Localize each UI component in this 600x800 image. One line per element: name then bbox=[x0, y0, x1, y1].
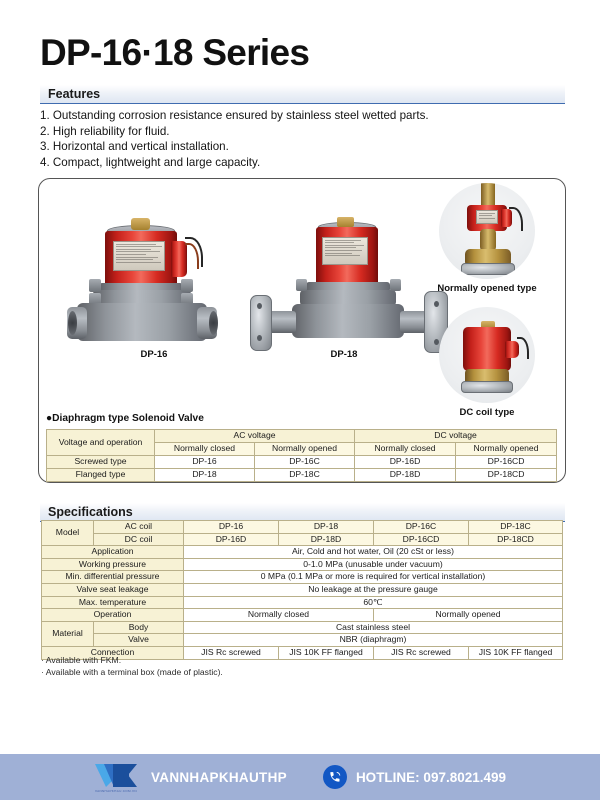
spec-operation-label: Operation bbox=[42, 609, 184, 622]
features-list bbox=[40, 108, 570, 170]
spec-ac-coil-value: DP-18 bbox=[279, 521, 374, 534]
spec-operation-value: Normally opened bbox=[374, 609, 563, 622]
diaphragm-row-label: Flanged type bbox=[47, 469, 155, 482]
diaphragm-cell: DP-18D bbox=[355, 469, 456, 482]
feature-item: 3. Horizontal and vertical installation. bbox=[40, 140, 229, 154]
diaphragm-group-dc: DC voltage bbox=[355, 430, 557, 443]
page-footer bbox=[0, 754, 600, 800]
spec-working-pressure-label: Working pressure bbox=[42, 558, 184, 571]
hotline-text: HOTLINE: 097.8021.499 bbox=[355, 769, 507, 785]
table-row bbox=[42, 609, 563, 622]
spec-application-value: Air, Cold and hot water, Oil (20 cSt or less) bbox=[184, 546, 563, 559]
diaphragm-subheader: Normally opened bbox=[456, 443, 557, 456]
note-item: · Available with FKM. bbox=[41, 655, 122, 665]
spec-dc-coil-value: DP-16D bbox=[184, 533, 279, 546]
spec-connection-label: Connection bbox=[42, 646, 184, 659]
features-heading: Features bbox=[48, 87, 101, 101]
diaphragm-subheader: Normally opened bbox=[255, 443, 355, 456]
spec-connection-value: JIS 10K FF flanged bbox=[469, 646, 563, 659]
diaphragm-group-ac: AC voltage bbox=[155, 430, 355, 443]
inset-normally-opened-photo bbox=[439, 183, 535, 279]
vannhapkhauthp-logo-icon bbox=[94, 762, 144, 792]
table-row bbox=[47, 430, 557, 443]
brand-sub-text: VANNHAPKHAU.COM.VN bbox=[94, 789, 137, 793]
diaphragm-subheader: Normally closed bbox=[355, 443, 456, 456]
spec-model-label: Model bbox=[42, 521, 94, 546]
spec-material-label: Material bbox=[42, 621, 94, 646]
spec-dc-coil-value: DP-18D bbox=[279, 533, 374, 546]
feature-item: 1. Outstanding corrosion resistance ensured by stainless steel wetted parts. bbox=[40, 109, 429, 122]
brand-name: VANNHAPKHAUTHP bbox=[150, 769, 287, 785]
table-row bbox=[42, 521, 563, 534]
diaphragm-cell: DP-18C bbox=[255, 469, 355, 482]
spec-ac-coil-value: DP-16C bbox=[374, 521, 469, 534]
feature-item: 4. Compact, lightweight and large capacity. bbox=[40, 155, 261, 169]
table-row bbox=[47, 456, 557, 469]
spec-connection-value: JIS Rc screwed bbox=[184, 646, 279, 659]
specifications-heading: Specifications bbox=[48, 505, 133, 519]
diaphragm-row-label: Screwed type bbox=[47, 456, 155, 469]
diaphragm-cell: DP-16C bbox=[255, 456, 355, 469]
brand-block bbox=[94, 762, 287, 792]
spec-min-diff-pressure-label: Min. differential pressure bbox=[42, 571, 184, 584]
product-image-dp16 bbox=[59, 203, 249, 363]
feature-item: 2. High reliability for fluid. bbox=[40, 124, 170, 138]
table-row bbox=[42, 533, 563, 546]
product-image-dp18 bbox=[244, 203, 444, 363]
table-row bbox=[42, 571, 563, 584]
spec-dc-coil-value: DP-16CD bbox=[374, 533, 469, 546]
dp18-caption: DP-18 bbox=[330, 349, 358, 360]
spec-min-diff-pressure-value: 0 MPa (0.1 MPa or more is required for vertical installation) bbox=[184, 571, 563, 584]
diaphragm-type-table bbox=[46, 429, 557, 482]
table-row bbox=[42, 621, 563, 634]
diaphragm-cell: DP-18CD bbox=[456, 469, 557, 482]
spec-max-temperature-label: Max. temperature bbox=[42, 596, 184, 609]
spec-valve-seat-leakage-value: No leakage at the pressure gauge bbox=[184, 583, 563, 596]
spec-valve-label: Valve bbox=[94, 634, 184, 647]
diaphragm-cell: DP-16CD bbox=[456, 456, 557, 469]
inset-bottom-caption: DC coil type bbox=[459, 407, 515, 418]
diaphragm-corner-label: Voltage and operation bbox=[47, 430, 155, 456]
table-row bbox=[47, 469, 557, 482]
table-row bbox=[42, 583, 563, 596]
spec-valve-seat-leakage-label: Valve seat leakage bbox=[42, 583, 184, 596]
spec-dc-coil-value: DP-18CD bbox=[469, 533, 563, 546]
spec-application-label: Application bbox=[42, 546, 184, 559]
spec-ac-coil-label: AC coil bbox=[94, 521, 184, 534]
table-row bbox=[42, 596, 563, 609]
spec-ac-coil-value: DP-18C bbox=[469, 521, 563, 534]
spec-valve-value: NBR (diaphragm) bbox=[184, 634, 563, 647]
spec-connection-value: JIS Rc screwed bbox=[374, 646, 469, 659]
inset-dc-coil-photo bbox=[439, 307, 535, 403]
diaphragm-subheader: Normally closed bbox=[155, 443, 255, 456]
spec-operation-value: Normally closed bbox=[184, 609, 374, 622]
spec-max-temperature-value: 60℃ bbox=[184, 596, 563, 609]
features-section-header bbox=[40, 85, 565, 104]
spec-connection-value: JIS 10K FF flanged bbox=[279, 646, 374, 659]
spec-ac-coil-value: DP-16 bbox=[184, 521, 279, 534]
spec-body-label: Body bbox=[94, 621, 184, 634]
spec-dc-coil-label: DC coil bbox=[94, 533, 184, 546]
table-row bbox=[42, 546, 563, 559]
table-row bbox=[42, 558, 563, 571]
diaphragm-cell: DP-16D bbox=[355, 456, 456, 469]
dp16-caption: DP-16 bbox=[140, 349, 168, 360]
hotline-block[interactable] bbox=[323, 765, 506, 789]
inset-top-caption: Normally opened type bbox=[437, 283, 537, 294]
table-notes bbox=[41, 654, 223, 678]
specifications-table bbox=[41, 520, 563, 660]
phone-icon bbox=[323, 765, 347, 789]
spec-body-value: Cast stainless steel bbox=[184, 621, 563, 634]
table-row bbox=[42, 634, 563, 647]
diaphragm-table-title: ●Diaphragm type Solenoid Valve bbox=[46, 413, 204, 424]
diaphragm-cell: DP-18 bbox=[155, 469, 255, 482]
note-item: · Available with a terminal box (made of plastic). bbox=[41, 667, 223, 677]
diaphragm-cell: DP-16 bbox=[155, 456, 255, 469]
spec-working-pressure-value: 0-1.0 MPa (unusable under vacuum) bbox=[184, 558, 563, 571]
page-title: DP-16·18 Series bbox=[40, 32, 310, 73]
